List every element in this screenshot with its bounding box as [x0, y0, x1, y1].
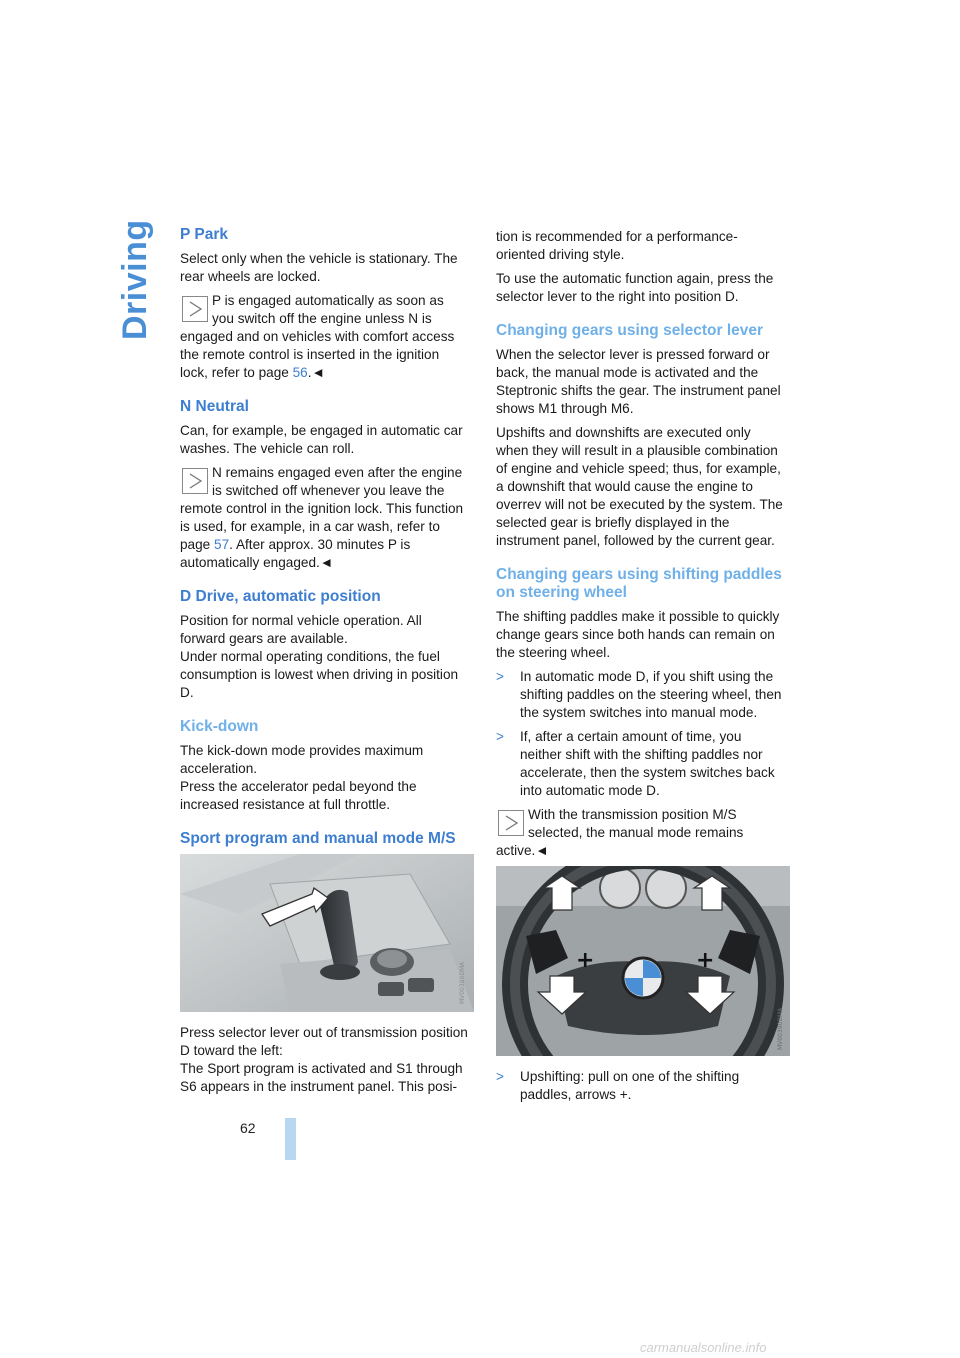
paddles-heading: Changing gears using shifting paddles on steering wheel [496, 566, 782, 601]
chapter-side-title [116, 219, 158, 348]
automatic-return-paragraph: To use the automatic function again, press the selector lever to the right into position D. [496, 271, 774, 304]
neutral-note-line-c: remote control in the ignition lock. This function is used, for example, in a car wash, refer to page [180, 501, 464, 552]
bullet-marker: > [496, 729, 504, 744]
paddles-paragraph: The shifting paddles make it possible to quickly change gears since both hands can remain on the steering wheel. [496, 609, 780, 660]
page-link-56[interactable]: 56 [292, 365, 308, 380]
neutral-note-end: . After approx. 30 minutes P is automatically engaged.◄ [180, 537, 411, 570]
list-item [496, 668, 786, 722]
park-note-end: .◄ [307, 365, 325, 380]
kickdown-paragraph-2: Press the accelerator pedal beyond the increased resistance at full throttle. [180, 779, 417, 812]
list-item [496, 728, 786, 800]
park-paragraph: Select only when the vehicle is stationary. The rear wheels are locked. [180, 251, 458, 284]
plus-label-right: + [696, 948, 715, 973]
drive-heading: D Drive, automatic position [180, 588, 381, 605]
selector-lever-heading: Changing gears using selector lever [496, 322, 764, 339]
page-number: 62 [240, 1120, 256, 1136]
neutral-note-line-b: is switched off whenever you leave the [212, 483, 445, 498]
bullet-text-1: In automatic mode D, if you shift using the shifting paddles on the steering wheel, then the system switches into manual mode. [520, 669, 782, 720]
neutral-note-line-a: N remains engaged even after the engine [212, 465, 463, 480]
bullet-text-2: If, after a certain amount of time, you neither shift with the shifting paddles nor accelerate, then the system switches back into automatic mode D. [520, 729, 775, 798]
kickdown-heading: Kick-down [180, 718, 259, 735]
chapter-title-text: Driving [116, 219, 154, 340]
paddles-note-line-b: selected, the manual mode remains [528, 825, 744, 840]
neutral-paragraph: Can, for example, be engaged in automatic car washes. The vehicle can roll. [180, 423, 463, 456]
bullet-marker: > [496, 669, 504, 684]
selector-lever-figure [180, 854, 474, 1012]
neutral-note [180, 464, 470, 572]
park-note-line-a: P is engaged automatically as soon as [212, 293, 444, 308]
kickdown-paragraph-1: The kick-down mode provides maximum acceleration. [180, 743, 424, 776]
drive-paragraph-1: Position for normal vehicle operation. All forward gears are available. [180, 613, 422, 646]
figure-code-left: MV00380DMA [459, 961, 466, 1004]
sport-heading: Sport program and manual mode M/S [180, 830, 456, 847]
page-link-57[interactable]: 57 [214, 537, 230, 552]
park-heading: P Park [180, 226, 228, 243]
continued-paragraph: tion is recommended for a performance-oriented driving style. [496, 229, 738, 262]
park-note [180, 292, 470, 382]
steering-wheel-figure [496, 866, 790, 1056]
sport-paragraph-1: Press selector lever out of transmission position D toward the left: [180, 1025, 468, 1058]
note-play-icon [182, 468, 208, 494]
left-column [180, 226, 470, 1102]
figure-code-right: MV00390DMA [777, 1007, 784, 1050]
sport-paragraph-2: The Sport program is activated and S1 through S6 appears in the instrument panel. This posi- [180, 1061, 463, 1094]
paddles-note [496, 806, 786, 860]
park-note-line-c: engaged and on vehicles with comfort access the remote control is inserted in the ignition lock, refer to page [180, 329, 455, 380]
right-column [496, 228, 786, 1110]
bullet-marker: > [496, 1069, 504, 1084]
note-play-icon [182, 296, 208, 322]
neutral-heading: N Neutral [180, 398, 249, 415]
note-play-icon [498, 810, 524, 836]
paddles-note-line-c: active.◄ [496, 843, 549, 858]
paddles-note-line-a: With the transmission position M/S [528, 807, 737, 822]
plus-label-left: + [576, 948, 595, 973]
selector-lever-paragraph-2: Upshifts and downshifts are executed only when they will result in a plausible combination of engine and vehicle speed; thus, for example, a downshift that would cause the engine to overrev will not be executed by the system. The selected gear is briefly displayed in the instrument panel, followed by the current gear. [496, 425, 783, 548]
drive-paragraph-2: Under normal operating conditions, the fuel consumption is lowest when driving in position D. [180, 649, 459, 700]
watermark: carmanualsonline.info [640, 1340, 767, 1355]
selector-lever-paragraph-1: When the selector lever is pressed forward or back, the manual mode is activated and the Steptronic shifts the gear. The instrument panel shows M1 through M6. [496, 347, 781, 416]
page-accent-bar [285, 1118, 296, 1160]
list-item [496, 1068, 786, 1104]
bullet-text-3: Upshifting: pull on one of the shifting paddles, arrows +. [520, 1069, 740, 1102]
park-note-line-b: you switch off the engine unless N is [212, 311, 432, 326]
